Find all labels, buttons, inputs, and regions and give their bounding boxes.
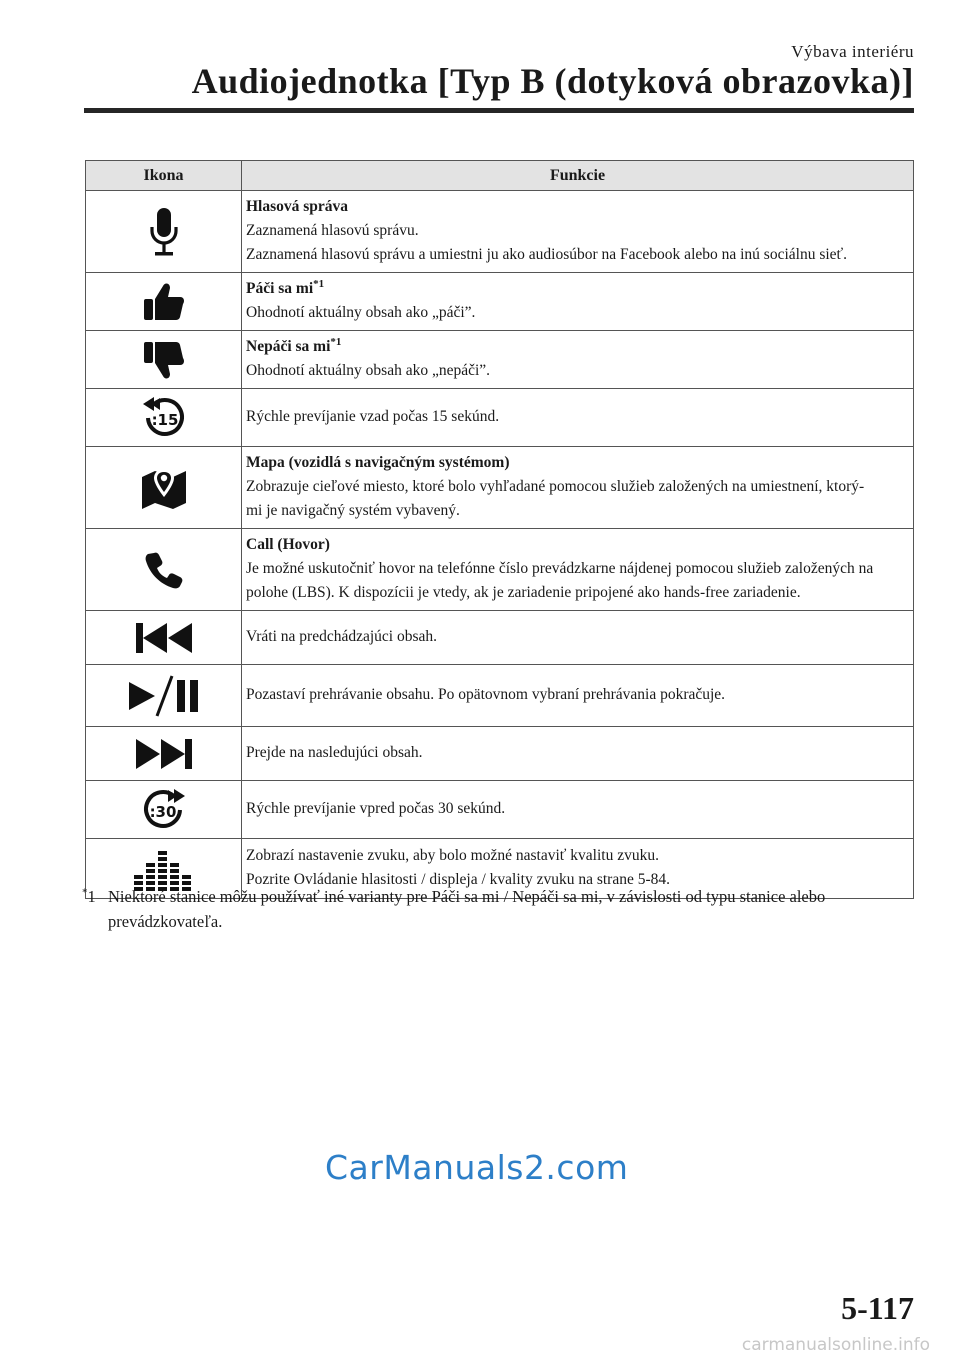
next-track-icon [133, 737, 195, 771]
footnote-marker: *1 [330, 335, 342, 348]
page-number: 5-117 [841, 1290, 914, 1326]
icon-cell [86, 665, 242, 727]
table-row [86, 191, 914, 273]
icon-cell [86, 611, 242, 665]
function-cell [242, 727, 914, 781]
row-text: Rýchle prevíjanie vpred počas 30 sekúnd. [246, 800, 506, 817]
table-row [86, 529, 914, 611]
table-row [86, 727, 914, 781]
row-text: Rýchle prevíjanie vzad počas 15 sekúnd. [246, 408, 500, 425]
row-text: Prejde na nasledujúci obsah. [246, 744, 423, 761]
bottom-watermark: carmanualsonline.info [741, 1335, 930, 1355]
function-cell [242, 781, 914, 839]
row-text: Ohodnotí aktuálny obsah ako „nepáči”. [246, 362, 491, 379]
table-row [86, 447, 914, 529]
table-row [86, 273, 914, 331]
microphone-icon [149, 206, 179, 258]
row-text: mi je navigačný systém vybavený. [246, 502, 460, 519]
page-title: Audiojednotka [Typ B (dotyková obrazovka)] [191, 61, 914, 101]
svg-text::30: :30 [149, 802, 176, 821]
table-header-row [86, 161, 914, 191]
row-title: Nepáči sa mi [246, 338, 331, 355]
function-cell [242, 529, 914, 611]
row-text: polohe (LBS). K dispozícii je vtedy, ak je zariadenie pripojené ako hands-free zariadenie. [246, 584, 801, 601]
previous-track-icon [133, 621, 195, 655]
row-title: Call (Hovor) [246, 536, 330, 553]
map-pin-icon [139, 465, 189, 511]
thumbs-down-icon [142, 340, 186, 380]
footnote-label: *1 [82, 886, 96, 906]
icon-cell [86, 447, 242, 529]
row-title: Páči sa mi [246, 280, 314, 297]
function-cell [242, 191, 914, 273]
header-rule [84, 108, 914, 113]
function-cell [242, 331, 914, 389]
table-row [86, 665, 914, 727]
column-header-icon: Ikona [86, 161, 242, 191]
function-cell [242, 273, 914, 331]
watermark: CarManuals2.com [325, 1148, 629, 1187]
icon-cell [86, 727, 242, 781]
function-cell [242, 447, 914, 529]
rewind-15-icon [140, 396, 188, 440]
row-text: Zobrazí nastavenie zvuku, aby bolo možné nastaviť kvalitu zvuku. [246, 847, 659, 864]
row-title: Hlasová správa [246, 198, 349, 215]
footnote [82, 884, 912, 934]
table-row [86, 389, 914, 447]
icon-cell [86, 273, 242, 331]
phone-icon [145, 551, 183, 589]
footnote-marker: *1 [313, 277, 325, 290]
table-row [86, 611, 914, 665]
icon-cell [86, 389, 242, 447]
icon-function-table [85, 160, 914, 899]
footnote-text: Niektoré stanice môžu používať iné varianty pre Páči sa mi / Nepáči sa mi, v závislosti od typu stanice alebo prevádzkovateľa. [108, 887, 826, 931]
row-text: Ohodnotí aktuálny obsah ako „páči”. [246, 304, 476, 321]
row-text: Zaznamená hlasovú správu a umiestni ju ako audiosúbor na Facebook alebo na inú sociálnu sieť. [246, 246, 848, 263]
section-label: Výbava interiéru [791, 42, 914, 61]
table-row [86, 781, 914, 839]
function-cell [242, 665, 914, 727]
icon-cell [86, 529, 242, 611]
thumbs-up-icon [142, 282, 186, 322]
icon-cell [86, 331, 242, 389]
function-cell [242, 611, 914, 665]
row-text: Pozastaví prehrávanie obsahu. Po opätovnom vybraní prehrávania pokračuje. [246, 686, 726, 703]
row-text: Je možné uskutočniť hovor na telefónne číslo prevádzkarne nájdenej pomocou služieb založených na [246, 560, 874, 577]
svg-text::15: :15 [151, 410, 178, 429]
row-text: Zobrazuje cieľové miesto, ktoré bolo vyhľadané pomocou služieb založených na umiestnení, ktorý- [246, 478, 865, 495]
row-title: Mapa (vozidlá s navigačným systémom) [246, 454, 510, 471]
function-cell [242, 389, 914, 447]
table-row [86, 331, 914, 389]
forward-30-icon [140, 788, 188, 832]
play-pause-icon [127, 674, 201, 718]
row-text: Pozrite Ovládanie hlasitosti / displeja / kvality zvuku na strane 5-84. [246, 871, 671, 888]
column-header-function: Funkcie [242, 161, 914, 191]
icon-cell [86, 781, 242, 839]
row-text: Zaznamená hlasovú správu. [246, 222, 419, 239]
row-text: Vráti na predchádzajúci obsah. [246, 628, 438, 645]
icon-cell [86, 191, 242, 273]
